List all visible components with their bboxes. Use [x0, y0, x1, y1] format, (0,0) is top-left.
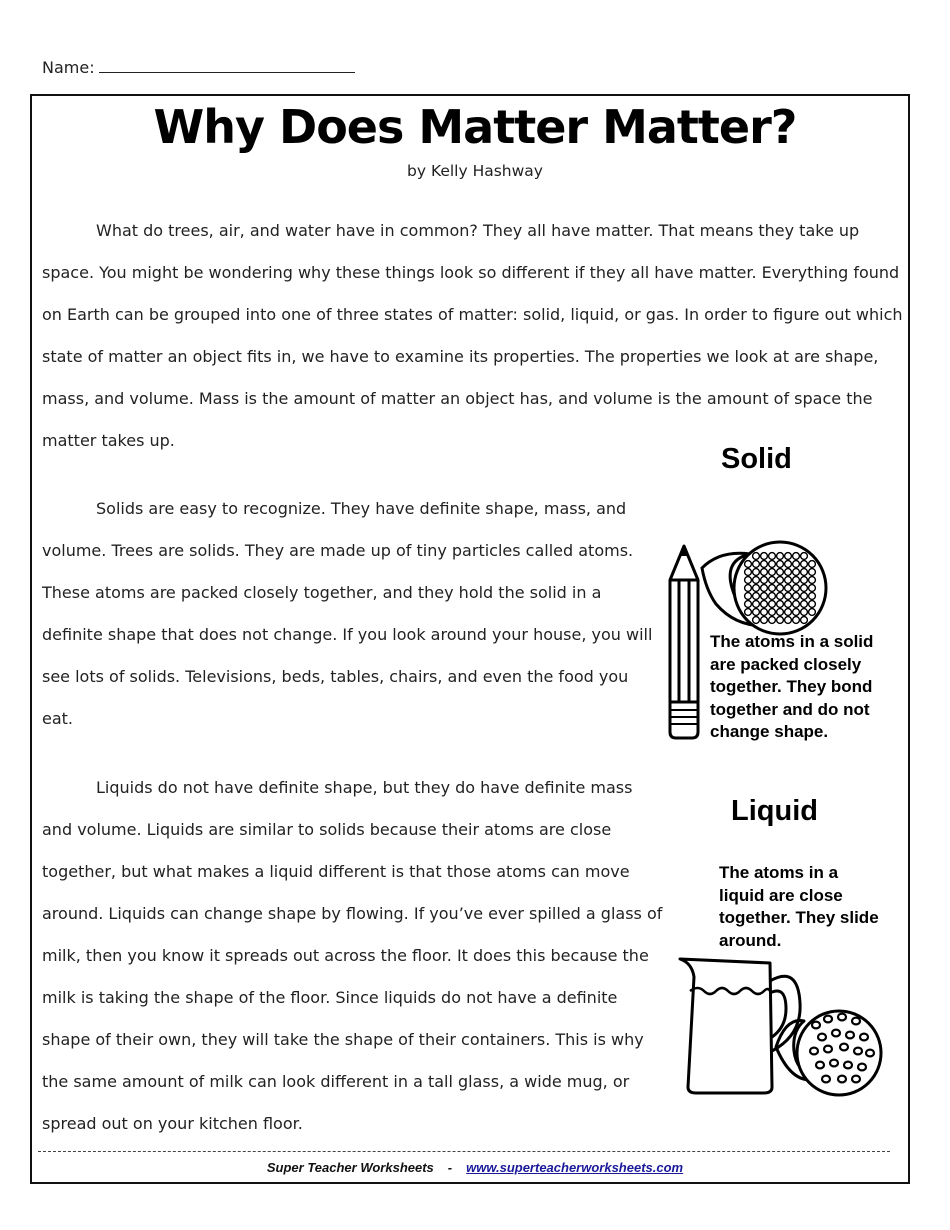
footer-divider: [38, 1151, 890, 1152]
solid-atom: [761, 585, 768, 592]
solid-atom: [785, 601, 792, 608]
solid-atom: [793, 601, 800, 608]
solid-atom: [761, 593, 768, 600]
solid-atom: [793, 561, 800, 568]
solid-atom: [809, 569, 816, 576]
solid-atom: [769, 609, 776, 616]
paragraph-solids-text: Solids are easy to recognize. They have definite shape, mass, and volume. Trees are solids. They are made up of tiny particles called atoms. These atoms are packed closely together, and they hold the solid in a definite shape that does not change. If you look around your house, you will see lots of solids. Televisions, beds, tables, chairs, and even the food you eat.: [42, 499, 653, 728]
solid-atom: [801, 553, 808, 560]
solid-atom: [753, 601, 760, 608]
solid-atom: [769, 585, 776, 592]
solid-atom: [753, 561, 760, 568]
solid-atom: [745, 569, 752, 576]
solid-atom: [793, 609, 800, 616]
solid-atom: [761, 617, 768, 624]
solid-atom: [745, 561, 752, 568]
solid-atom: [745, 577, 752, 584]
solid-atom: [777, 593, 784, 600]
solid-figure-title: Solid: [721, 443, 792, 475]
solid-atom: [793, 617, 800, 624]
solid-atom: [793, 569, 800, 576]
solid-atom: [769, 593, 776, 600]
solid-atom: [785, 609, 792, 616]
solid-atom: [801, 585, 808, 592]
solid-atom: [745, 601, 752, 608]
solid-atom: [801, 601, 808, 608]
solid-atom: [785, 593, 792, 600]
solid-atom: [761, 561, 768, 568]
footer-separator: -: [447, 1160, 453, 1175]
solid-atom: [809, 585, 816, 592]
solid-atom: [769, 561, 776, 568]
pitcher-icon: [676, 955, 890, 1105]
solid-atom: [777, 561, 784, 568]
page-footer: [0, 1160, 950, 1175]
name-label: Name:: [42, 58, 95, 77]
solid-atom: [761, 577, 768, 584]
name-blank-line[interactable]: [99, 58, 355, 73]
solid-atom: [769, 569, 776, 576]
solid-atom: [745, 609, 752, 616]
paragraph-solids: [42, 488, 664, 740]
solid-atom: [777, 609, 784, 616]
solid-atom: [777, 585, 784, 592]
paragraph-intro: [42, 210, 912, 462]
footer-url-link[interactable]: www.superteacherworksheets.com: [466, 1160, 684, 1175]
solid-atom: [785, 561, 792, 568]
name-field: [42, 58, 355, 77]
solid-atom: [801, 569, 808, 576]
liquid-figure-caption: The atoms in a liquid are close together. They slide around.: [719, 863, 879, 950]
solid-atom: [769, 617, 776, 624]
solid-atom: [809, 577, 816, 584]
solid-atom: [769, 577, 776, 584]
solid-atom: [801, 617, 808, 624]
solid-atom: [753, 569, 760, 576]
solid-atom: [809, 609, 816, 616]
solid-atom: [785, 569, 792, 576]
paragraph-liquids-text: Liquids do not have definite shape, but they do have definite mass and volume. Liquids are similar to solids because their atoms are close together, but what makes a liquid different is that those atoms can move around. Liquids can change shape by flowing. If you’ve ever spilled a glass of milk, then you know it spreads out across the floor. It does this because the milk is taking the shape of the floor. Since liquids do not have a definite shape of their own, they will take the shape of their containers. This is why the same amount of milk can look different in a tall glass, a wide mug, or spread out on your kitchen floor.: [42, 778, 663, 1133]
solid-atom: [753, 577, 760, 584]
solid-atom: [761, 569, 768, 576]
solid-atom: [777, 577, 784, 584]
solid-atom: [793, 577, 800, 584]
footer-brand: Super Teacher Worksheets: [266, 1160, 434, 1175]
solid-atom: [809, 561, 816, 568]
solid-atom: [785, 585, 792, 592]
solid-atom: [777, 601, 784, 608]
liquid-figure-title: Liquid: [731, 795, 818, 827]
solid-atom: [777, 553, 784, 560]
solid-atom: [761, 553, 768, 560]
solid-atom: [801, 593, 808, 600]
solid-atom: [777, 569, 784, 576]
solid-atom: [753, 593, 760, 600]
solid-atom: [793, 585, 800, 592]
solid-atom: [769, 601, 776, 608]
solid-atom: [769, 553, 776, 560]
solid-atom: [793, 593, 800, 600]
solid-atom: [745, 593, 752, 600]
solid-atom: [801, 561, 808, 568]
solid-atom: [801, 609, 808, 616]
solid-atom: [745, 585, 752, 592]
solid-atom: [785, 577, 792, 584]
solid-atom: [785, 617, 792, 624]
solid-atom: [753, 617, 760, 624]
solid-atom: [801, 577, 808, 584]
byline: by Kelly Hashway: [407, 162, 543, 180]
solid-atom: [753, 553, 760, 560]
solid-atom: [777, 617, 784, 624]
solid-atom: [809, 593, 816, 600]
solid-figure-caption: The atoms in a solid are packed closely together. They bond together and do not change shape.: [710, 632, 874, 741]
page-title: Why Does Matter Matter?: [153, 100, 797, 154]
solid-atom: [753, 585, 760, 592]
solid-atom: [785, 553, 792, 560]
solid-atom: [793, 553, 800, 560]
solid-atom: [761, 601, 768, 608]
solid-atom: [809, 601, 816, 608]
paragraph-intro-text: What do trees, air, and water have in common? They all have matter. That means they take up space. You might be wondering why these things look so different if they all have matter. Everything found on Earth can be grouped into one of three states of matter: solid, liquid, or gas. In order to figure out which state of matter an object fits in, we have to examine its properties. The properties we look at are shape, mass, and volume. Mass is the amount of matter an object has, and volume is the amount of space the matter takes up.: [42, 221, 903, 450]
solid-atom: [761, 609, 768, 616]
solid-atom: [753, 609, 760, 616]
paragraph-liquids: [42, 767, 664, 1145]
